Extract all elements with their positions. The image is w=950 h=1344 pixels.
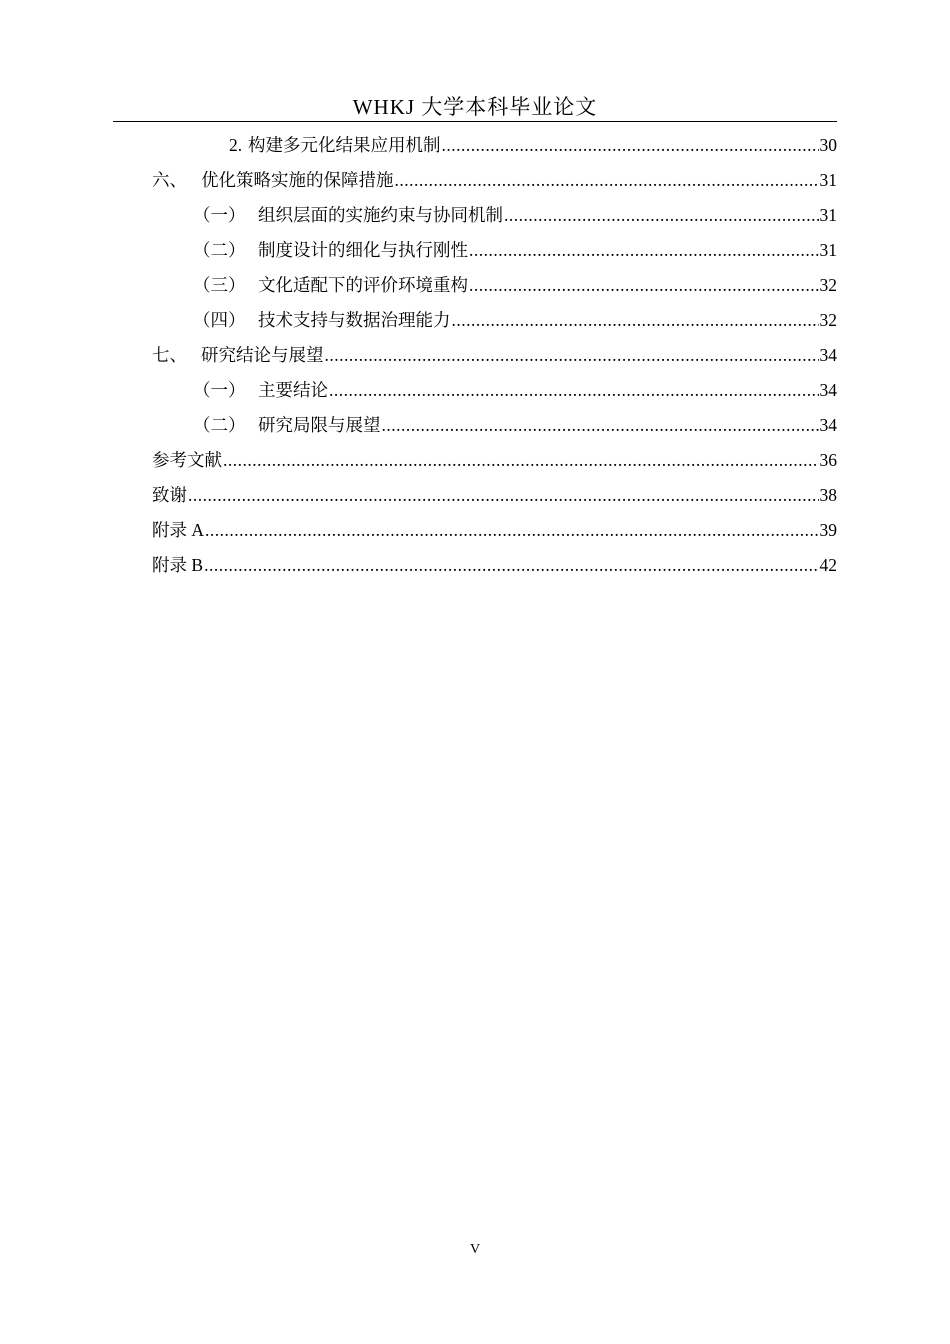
toc-entry[interactable] — [193, 377, 837, 403]
toc-entry-page: 34 — [819, 345, 837, 365]
toc-entry[interactable] — [152, 167, 837, 193]
toc-entry[interactable] — [152, 342, 837, 368]
toc-entry-number: （二） — [193, 415, 246, 435]
toc-dot-leader — [504, 202, 819, 228]
page-header-title: WHKJ 大学本科毕业论文 — [352, 95, 598, 119]
toc-entry[interactable] — [152, 517, 837, 543]
toc-entry-title: 文化适配下的评价环境重构 — [258, 275, 468, 295]
toc-entry-page: 39 — [819, 520, 837, 540]
toc-entry-page: 42 — [819, 555, 837, 575]
toc-dot-leader — [395, 167, 819, 193]
toc-dot-leader — [325, 342, 819, 368]
toc-entry-page: 34 — [819, 415, 837, 435]
toc-entry[interactable] — [229, 132, 837, 158]
toc-dot-leader — [469, 237, 819, 263]
toc-entry[interactable] — [152, 552, 837, 578]
toc-dot-leader — [223, 447, 819, 473]
toc-entry[interactable] — [193, 202, 837, 228]
toc-dot-leader — [382, 412, 819, 438]
toc-entry[interactable] — [193, 307, 837, 333]
toc-dot-leader — [205, 517, 818, 543]
toc-entry[interactable] — [193, 272, 837, 298]
toc-entry-number: （四） — [193, 310, 246, 330]
header-divider — [113, 121, 837, 122]
toc-entry-page: 32 — [819, 275, 837, 295]
toc-entry-title: 构建多元化结果应用机制 — [248, 135, 441, 155]
toc-entry-page: 31 — [819, 170, 837, 190]
toc-entry[interactable] — [193, 237, 837, 263]
toc-entry-page: 34 — [819, 380, 837, 400]
toc-entry-title: 组织层面的实施约束与协同机制 — [258, 205, 503, 225]
toc-dot-leader — [452, 307, 819, 333]
page-number: V — [469, 1242, 481, 1257]
toc-entry[interactable] — [152, 447, 837, 473]
toc-entry-number: （一） — [193, 205, 246, 225]
toc-entry-title: 研究结论与展望 — [201, 345, 324, 365]
toc-dot-leader — [469, 272, 819, 298]
toc-entry-page: 31 — [819, 240, 837, 260]
toc-entry-title: 研究局限与展望 — [258, 415, 381, 435]
toc-dot-leader — [204, 552, 818, 578]
toc-entry-title: 附录 A — [152, 520, 205, 540]
toc-entry-page: 30 — [819, 135, 837, 155]
toc-entry-title: 制度设计的细化与执行刚性 — [258, 240, 468, 260]
toc-entry-title: 主要结论 — [258, 380, 328, 400]
toc-entry-page: 32 — [819, 310, 837, 330]
toc-entry-number: 2. — [229, 135, 243, 155]
toc-entry-page: 38 — [819, 485, 837, 505]
toc-entry-title: 致谢 — [152, 485, 187, 505]
toc-entry-number: （二） — [193, 240, 246, 260]
toc-entry-page: 36 — [819, 450, 837, 470]
toc-entry-title: 优化策略实施的保障措施 — [201, 170, 394, 190]
toc-entry-number: （三） — [193, 275, 246, 295]
toc-entry[interactable] — [193, 412, 837, 438]
toc-entry-page: 31 — [819, 205, 837, 225]
toc-entry-number: 七、 — [152, 345, 187, 365]
toc-entry-title: 参考文献 — [152, 450, 222, 470]
toc-entry[interactable] — [152, 482, 837, 508]
toc-entry-title: 技术支持与数据治理能力 — [258, 310, 451, 330]
toc-entry-number: 六、 — [152, 170, 187, 190]
toc-entry-title: 附录 B — [152, 555, 204, 575]
toc-dot-leader — [329, 377, 819, 403]
toc-dot-leader — [188, 482, 819, 508]
toc-dot-leader — [442, 132, 819, 158]
toc-entry-number: （一） — [193, 380, 246, 400]
